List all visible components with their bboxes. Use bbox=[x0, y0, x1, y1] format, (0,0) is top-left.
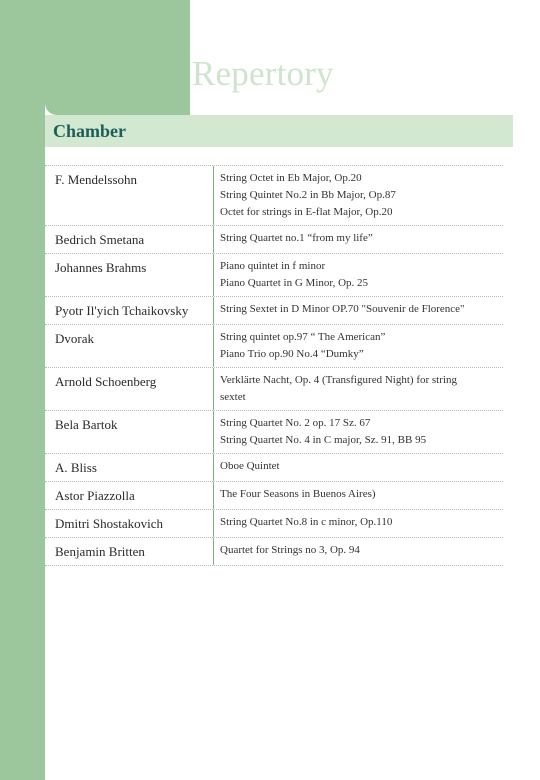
table-row bbox=[45, 367, 503, 410]
table-row bbox=[45, 509, 503, 537]
composer-name: F. Mendelssohn bbox=[55, 172, 138, 187]
work-title: Verklärte Nacht, Op. 4 (Transfigured Night) for string bbox=[220, 374, 457, 386]
works-list bbox=[213, 297, 503, 324]
section-title: Chamber bbox=[53, 121, 126, 141]
composer-name: Dvorak bbox=[55, 331, 94, 346]
repertory-table bbox=[45, 165, 503, 566]
composer-name: Dmitri Shostakovich bbox=[55, 516, 163, 531]
work-title: Quartet for Strings no 3, Op. 94 bbox=[220, 544, 360, 556]
works-list bbox=[213, 538, 503, 565]
work-title: String Sextet in D Minor OP.70 "Souvenir de Florence" bbox=[220, 303, 465, 315]
composer-name: Astor Piazzolla bbox=[55, 488, 135, 503]
work-title: String quintet op.97 “ The American” bbox=[220, 331, 386, 343]
table-row bbox=[45, 481, 503, 509]
table-row bbox=[45, 453, 503, 481]
work-title: The Four Seasons in Buenos Aires) bbox=[220, 488, 376, 500]
composer-name: Johannes Brahms bbox=[55, 260, 147, 275]
works-list bbox=[213, 510, 503, 537]
work-title: Oboe Quintet bbox=[220, 460, 280, 472]
table-row bbox=[45, 410, 503, 453]
works-list bbox=[213, 325, 503, 367]
table-row bbox=[45, 296, 503, 324]
section-header bbox=[45, 115, 513, 147]
work-title: String Quartet No. 2 op. 17 Sz. 67 bbox=[220, 417, 371, 429]
work-title: Octet for strings in E-flat Major, Op.20 bbox=[220, 206, 393, 218]
table-row bbox=[45, 225, 503, 253]
work-title: String Octet in Eb Major, Op.20 bbox=[220, 172, 362, 184]
works-list bbox=[213, 454, 503, 481]
work-title: Piano quintet in f minor bbox=[220, 260, 326, 272]
works-list bbox=[213, 368, 503, 410]
composer-name: Bedrich Smetana bbox=[55, 232, 145, 247]
work-title: String Quartet No.8 in c minor, Op.110 bbox=[220, 516, 393, 528]
left-green-bar bbox=[0, 0, 45, 780]
work-title: sextet bbox=[220, 391, 246, 403]
works-list bbox=[213, 482, 503, 509]
table-row bbox=[45, 165, 503, 225]
works-list bbox=[213, 226, 503, 253]
composer-name: Arnold Schoenberg bbox=[55, 374, 157, 389]
page-title: Repertory bbox=[192, 54, 334, 93]
table-row bbox=[45, 537, 503, 566]
table-row bbox=[45, 253, 503, 296]
work-title: Piano Quartet in G Minor, Op. 25 bbox=[220, 277, 369, 289]
works-list bbox=[213, 411, 503, 453]
work-title: Piano Trio op.90 No.4 “Dumky” bbox=[220, 348, 364, 360]
composer-name: Bela Bartok bbox=[55, 417, 118, 432]
header-green-tab bbox=[45, 0, 190, 115]
work-title: String Quintet No.2 in Bb Major, Op.87 bbox=[220, 189, 396, 201]
works-list bbox=[213, 166, 503, 225]
composer-name: A. Bliss bbox=[55, 460, 97, 475]
composer-name: Benjamin Britten bbox=[55, 544, 145, 559]
work-title: String Quartet No. 4 in C major, Sz. 91, BB 95 bbox=[220, 434, 427, 446]
work-title: String Quartet no.1 “from my life” bbox=[220, 232, 373, 244]
works-list bbox=[213, 254, 503, 296]
table-row bbox=[45, 324, 503, 367]
composer-name: Pyotr Il'yich Tchaikovsky bbox=[55, 303, 189, 318]
